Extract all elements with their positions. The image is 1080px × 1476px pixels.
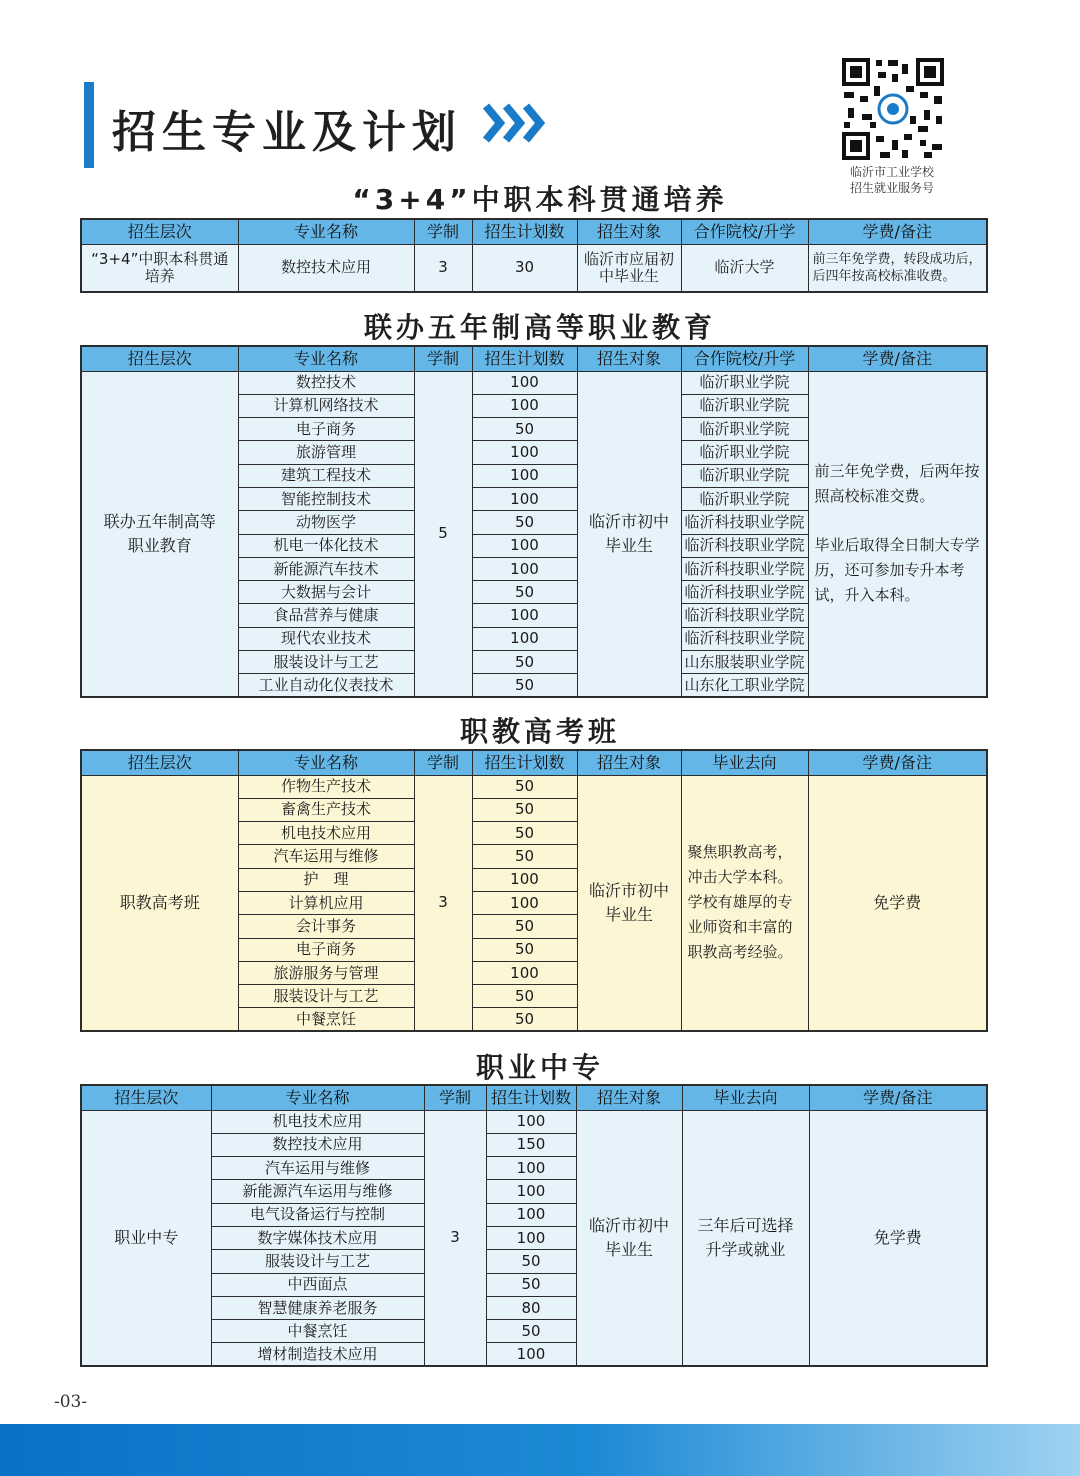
destination-cell: 三年后可选择升学或就业 [682, 1110, 809, 1366]
count-cell: 50 [472, 822, 577, 845]
header-cell: 学制 [414, 346, 472, 371]
header-cell: 招生层次 [81, 1085, 211, 1110]
level-cell: 职业中专 [81, 1110, 211, 1366]
major-cell: 计算机应用 [238, 891, 414, 914]
major-cell: 服装设计与工艺 [211, 1250, 424, 1273]
header-cell: 招生层次 [81, 346, 238, 371]
target-cell: 临沂市应届初中毕业生 [577, 244, 681, 292]
count-cell: 50 [472, 845, 577, 868]
footer-band [0, 1424, 1080, 1476]
section-title-five-year: 联办五年制高等职业教育 [363, 311, 716, 344]
major-cell: 智能控制技术 [238, 487, 414, 510]
major-cell: 机电技术应用 [211, 1110, 424, 1133]
major-cell: 新能源汽车运用与维修 [211, 1180, 424, 1203]
count-cell: 100 [472, 441, 577, 464]
header-cell: 招生层次 [81, 750, 238, 775]
count-cell: 50 [472, 798, 577, 821]
count-cell: 50 [472, 1008, 577, 1031]
years-cell: 3 [414, 244, 472, 292]
header-cell: 招生计划数 [472, 346, 577, 371]
partner-cell: 临沂科技职业学院 [681, 511, 808, 534]
years-cell: 3 [424, 1110, 486, 1366]
count-cell: 50 [486, 1320, 576, 1343]
page-title: 招生专业及计划 [112, 107, 462, 158]
count-cell: 100 [486, 1110, 576, 1133]
table-row [81, 775, 987, 798]
count-cell: 150 [486, 1133, 576, 1156]
qr-code-icon [840, 56, 946, 162]
count-cell: 100 [472, 371, 577, 394]
header-cell: 专业名称 [211, 1085, 424, 1110]
level-cell: “3+4”中职本科贯通培养 [81, 244, 238, 292]
title-accent-bar [84, 82, 94, 168]
major-cell: 服装设计与工艺 [238, 985, 414, 1008]
count-cell: 100 [472, 534, 577, 557]
partner-cell: 临沂大学 [681, 244, 808, 292]
level-cell: 联办五年制高等职业教育 [81, 371, 238, 697]
header-cell: 招生层次 [81, 219, 238, 244]
major-cell: 电子商务 [238, 938, 414, 961]
table-row [81, 1110, 987, 1133]
partner-cell: 临沂职业学院 [681, 371, 808, 394]
partner-cell: 山东服装职业学院 [681, 651, 808, 674]
partner-cell: 临沂科技职业学院 [681, 627, 808, 650]
major-cell: 旅游服务与管理 [238, 961, 414, 984]
header-cell: 专业名称 [238, 219, 414, 244]
count-cell: 100 [486, 1203, 576, 1226]
count-cell: 100 [472, 961, 577, 984]
major-cell: 增材制造技术应用 [211, 1343, 424, 1366]
partner-cell: 山东化工职业学院 [681, 674, 808, 697]
header-cell: 合作院校/升学 [681, 219, 808, 244]
count-cell: 50 [486, 1250, 576, 1273]
count-cell: 50 [472, 915, 577, 938]
header-cell: 专业名称 [238, 346, 414, 371]
major-cell: 机电一体化技术 [238, 534, 414, 557]
major-cell: 电气设备运行与控制 [211, 1203, 424, 1226]
triple-chevron-icon [482, 100, 554, 146]
count-cell: 80 [486, 1296, 576, 1319]
count-cell: 100 [486, 1180, 576, 1203]
header-cell: 学费/备注 [809, 1085, 987, 1110]
count-cell: 100 [472, 394, 577, 417]
table-row [81, 371, 987, 394]
major-cell: 数控技术 [238, 371, 414, 394]
partner-cell: 临沂科技职业学院 [681, 534, 808, 557]
count-cell: 30 [472, 244, 577, 292]
major-cell: 会计事务 [238, 915, 414, 938]
section-title-3plus4: “3+4”中职本科贯通培养 [352, 183, 728, 216]
count-cell: 50 [472, 985, 577, 1008]
major-cell: 数控技术应用 [211, 1133, 424, 1156]
fee-note-1: 前三年免学费，后两年按照高校标准交费。 [814, 462, 980, 506]
count-cell: 50 [472, 511, 577, 534]
major-cell: 机电技术应用 [238, 822, 414, 845]
major-cell: 新能源汽车技术 [238, 557, 414, 580]
destination-cell: 聚焦职教高考，冲击大学本科。学校有雄厚的专业师资和丰富的职教高考经验。 [681, 775, 808, 1031]
count-cell: 100 [486, 1226, 576, 1249]
major-cell: 汽车运用与维修 [238, 845, 414, 868]
page-number: -03- [54, 1392, 88, 1412]
major-cell: 旅游管理 [238, 441, 414, 464]
fee-cell: 免学费 [808, 775, 987, 1031]
header-cell: 招生计划数 [472, 750, 577, 775]
major-cell: 护 理 [238, 868, 414, 891]
table-vocational [80, 1084, 988, 1367]
fee-note-cell [808, 371, 987, 697]
major-cell: 工业自动化仪表技术 [238, 674, 414, 697]
qr-caption-line1: 临沂市工业学校 [849, 165, 934, 179]
partner-cell: 临沂科技职业学院 [681, 581, 808, 604]
fee-cell: 前三年免学费，转段成功后，后四年按高校标准收费。 [808, 244, 987, 292]
header-cell: 专业名称 [238, 750, 414, 775]
header-cell: 毕业去向 [681, 750, 808, 775]
target-cell: 临沂市初中毕业生 [576, 1110, 682, 1366]
major-cell: 智慧健康养老服务 [211, 1296, 424, 1319]
partner-cell: 临沂职业学院 [681, 418, 808, 441]
major-cell: 服装设计与工艺 [238, 651, 414, 674]
count-cell: 50 [472, 775, 577, 798]
header-cell: 学费/备注 [808, 219, 987, 244]
major-cell: 建筑工程技术 [238, 464, 414, 487]
table-3plus4 [80, 218, 988, 293]
major-cell: 作物生产技术 [238, 775, 414, 798]
header-cell: 合作院校/升学 [681, 346, 808, 371]
partner-cell: 临沂职业学院 [681, 464, 808, 487]
years-cell: 5 [414, 371, 472, 697]
header-cell: 学制 [424, 1085, 486, 1110]
header-cell: 学费/备注 [808, 346, 987, 371]
count-cell: 50 [472, 581, 577, 604]
major-cell: 动物医学 [238, 511, 414, 534]
count-cell: 50 [486, 1273, 576, 1296]
count-cell: 100 [472, 891, 577, 914]
partner-cell: 临沂科技职业学院 [681, 604, 808, 627]
partner-cell: 临沂科技职业学院 [681, 557, 808, 580]
count-cell: 100 [472, 464, 577, 487]
major-cell: 中西面点 [211, 1273, 424, 1296]
major-cell: 中餐烹饪 [211, 1320, 424, 1343]
header-cell: 学制 [414, 219, 472, 244]
header-cell: 招生计划数 [472, 219, 577, 244]
count-cell: 100 [486, 1157, 576, 1180]
major-cell: 数字媒体技术应用 [211, 1226, 424, 1249]
count-cell: 50 [472, 418, 577, 441]
major-cell: 现代农业技术 [238, 627, 414, 650]
count-cell: 50 [472, 674, 577, 697]
major-cell: 电子商务 [238, 418, 414, 441]
header-cell: 招生对象 [577, 750, 681, 775]
major-cell: 畜禽生产技术 [238, 798, 414, 821]
target-cell: 临沂市初中毕业生 [577, 371, 681, 697]
years-cell: 3 [414, 775, 472, 1031]
count-cell: 50 [472, 938, 577, 961]
section-title-vocational: 职业中专 [475, 1051, 604, 1084]
partner-cell: 临沂职业学院 [681, 394, 808, 417]
major-cell: 汽车运用与维修 [211, 1157, 424, 1180]
header-cell: 学制 [414, 750, 472, 775]
count-cell: 100 [486, 1343, 576, 1366]
count-cell: 100 [472, 868, 577, 891]
header-cell: 招生计划数 [486, 1085, 576, 1110]
target-cell: 临沂市初中毕业生 [577, 775, 681, 1031]
fee-cell: 免学费 [809, 1110, 987, 1366]
header-cell: 招生对象 [576, 1085, 682, 1110]
table-gaokao [80, 749, 988, 1032]
major-cell: 大数据与会计 [238, 581, 414, 604]
major-cell: 中餐烹饪 [238, 1008, 414, 1031]
count-cell: 100 [472, 604, 577, 627]
fee-note-2: 毕业后取得全日制大专学历，还可参加专升本考试，升入本科。 [814, 536, 980, 605]
header-cell: 毕业去向 [682, 1085, 809, 1110]
major-cell: 计算机网络技术 [238, 394, 414, 417]
partner-cell: 临沂职业学院 [681, 487, 808, 510]
count-cell: 100 [472, 487, 577, 510]
qr-caption-line2: 招生就业服务号 [849, 181, 934, 195]
header-cell: 学费/备注 [808, 750, 987, 775]
count-cell: 100 [472, 627, 577, 650]
count-cell: 50 [472, 651, 577, 674]
major-cell: 食品营养与健康 [238, 604, 414, 627]
header-cell: 招生对象 [577, 219, 681, 244]
section-title-gaokao: 职教高考班 [459, 715, 620, 748]
partner-cell: 临沂职业学院 [681, 441, 808, 464]
header-cell: 招生对象 [577, 346, 681, 371]
table-five-year [80, 345, 988, 698]
major-cell: 数控技术应用 [238, 244, 414, 292]
count-cell: 100 [472, 557, 577, 580]
level-cell: 职教高考班 [81, 775, 238, 1031]
